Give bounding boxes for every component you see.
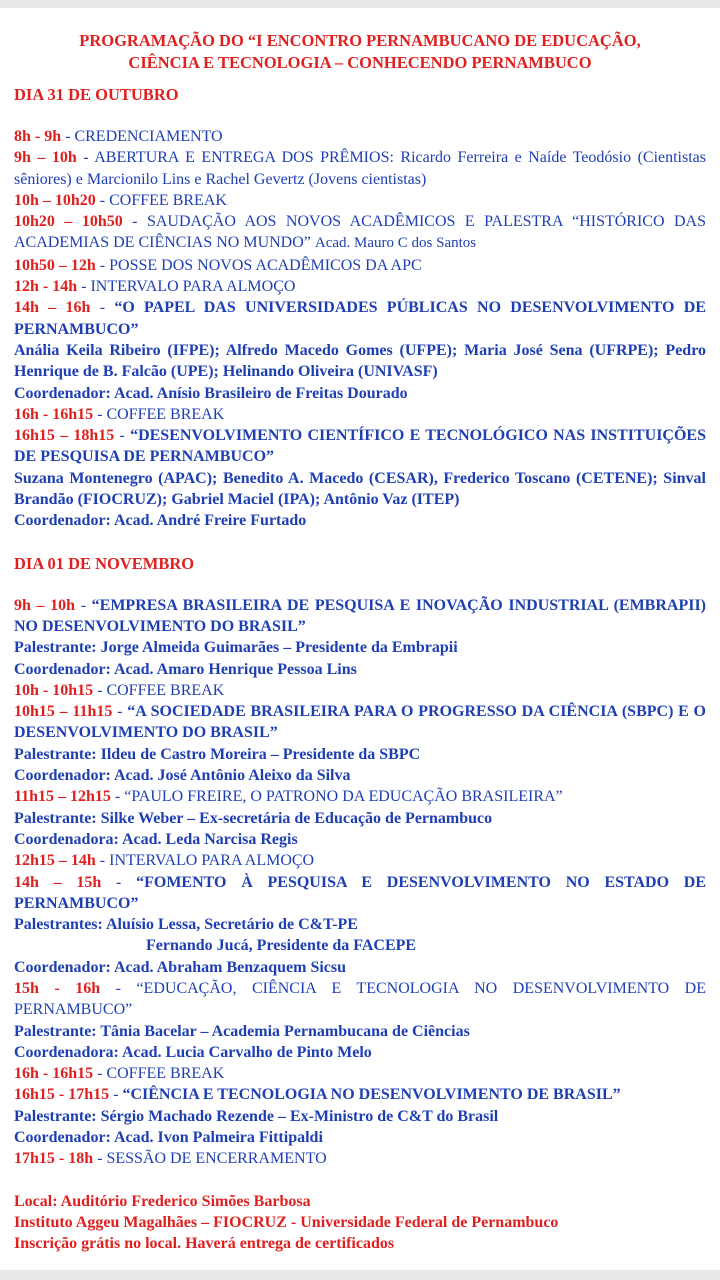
title-line-1: PROGRAMAÇÃO DO “I ENCONTRO PERNAMBUCANO DE EDUCAÇÃO, xyxy=(79,31,641,50)
activity: CREDENCIAMENTO xyxy=(74,128,223,145)
schedule-item: 16h - 16h15 - COFFEE BREAK xyxy=(14,405,225,423)
time: 12h - 14h xyxy=(14,278,78,296)
activity: “PAULO FREIRE, O PATRONO DA EDUCAÇÃO BRASILEIRA” xyxy=(124,788,563,806)
speaker: Palestrante: Silke Weber – Ex-secretária de Educação de Pernambuco xyxy=(14,809,493,827)
time: 16h - 16h15 xyxy=(14,405,94,423)
schedule-item: 10h – 10h20 - COFFEE BREAK xyxy=(14,191,227,209)
activity: INTERVALO PARA ALMOÇO xyxy=(90,278,296,296)
time: 10h – 10h20 xyxy=(14,191,96,209)
program-content xyxy=(14,30,706,1255)
activity: “O PAPEL DAS UNIVERSIDADES PÚBLICAS NO DESENVOLVIMENTO DE PERNAMBUCO” xyxy=(14,299,706,338)
schedule-item: 16h15 - 17h15 - “CIÊNCIA E TECNOLOGIA NO DESENVOLVIMENTO DE BRASIL” xyxy=(14,1086,621,1104)
schedule-item: 10h - 10h15 - COFFEE BREAK xyxy=(14,681,225,699)
page-title xyxy=(14,30,706,74)
coordinator: Coordenadora: Acad. Lucia Carvalho de Pinto Melo xyxy=(14,1043,372,1061)
schedule-item: 16h - 16h15 - COFFEE BREAK xyxy=(14,1065,225,1083)
time: 10h50 – 12h xyxy=(14,256,96,274)
time: 10h20 – 10h50 xyxy=(14,213,123,231)
event-footer xyxy=(14,1191,706,1255)
time: 16h - 16h15 xyxy=(14,1065,94,1083)
time: 12h15 – 14h xyxy=(14,852,96,870)
schedule-item: 12h15 – 14h - INTERVALO PARA ALMOÇO xyxy=(14,852,315,870)
speaker: Palestrantes: Aluísio Lessa, Secretário de C&T-PE xyxy=(14,916,358,934)
activity: COFFEE BREAK xyxy=(109,191,227,209)
coordinator: Coordenador: Acad. André Freire Furtado xyxy=(14,512,307,530)
coordinator: Coordenador: Acad. José Antônio Aleixo da Silva xyxy=(14,767,351,785)
activity: “CIÊNCIA E TECNOLOGIA NO DESENVOLVIMENTO DE BRASIL” xyxy=(122,1086,621,1104)
time: 15h - 16h xyxy=(14,979,101,997)
time: 14h – 16h xyxy=(14,299,91,317)
activity: SESSÃO DE ENCERRAMENTO xyxy=(106,1150,327,1168)
time: 14h – 15h xyxy=(14,873,102,891)
day-heading-2: DIA 01 DE NOVEMBRO xyxy=(14,553,195,573)
speaker: Fernando Jucá, Presidente da FACEPE xyxy=(146,937,417,955)
activity: “A SOCIEDADE BRASILEIRA PARA O PROGRESSO DA CIÊNCIA (SBPC) E O DESENVOLVIMENTO DO BRASIL” xyxy=(14,703,706,742)
time: 17h15 - 18h xyxy=(14,1150,94,1168)
speaker: Acad. Mauro C dos Santos xyxy=(314,235,477,252)
time: 10h - 10h15 xyxy=(14,681,94,699)
activity: “EMPRESA BRASILEIRA DE PESQUISA E INOVAÇÃO INDUSTRIAL (EMBRAPII) NO DESENVOLVIMENTO DO BRASIL” xyxy=(14,596,707,635)
day-heading-1: DIA 31 DE OUTUBRO xyxy=(14,85,179,104)
time: 10h15 – 11h15 xyxy=(14,703,113,721)
schedule-item: 10h20 – 10h50 - SAUDAÇÃO AOS NOVOS ACADÊMICOS E PALESTRA “HISTÓRICO DAS ACADEMIAS DE CIÊNCIAS NO MUNDO” Acad. Mauro C dos Santos xyxy=(14,213,707,252)
activity: COFFEE BREAK xyxy=(106,405,225,423)
program-sheet xyxy=(0,8,720,1270)
time: 8h - 9h xyxy=(14,128,62,145)
activity: “DESENVOLVIMENTO CIENTÍFICO E TECNOLÓGICO NAS INSTITUIÇÕES DE PESQUISA DE PERNAMBUCO” xyxy=(14,427,706,466)
schedule-item: 9h – 10h - ABERTURA E ENTREGA DOS PRÊMIOS: Ricardo Ferreira e Naíde Teodósio (Cientistas sêniores) e Marcionilo Lins e Rachel Gevertz (Jovens cientistas) xyxy=(14,149,707,188)
activity: INTERVALO PARA ALMOÇO xyxy=(109,852,315,870)
participants: Anália Keila Ribeiro (IFPE); Alfredo Macedo Gomes (UFPE); Maria José Sena (UFRPE); Pedro Henrique de B. Falcão (UPE); Helinando Oliveira (UNIVASF) xyxy=(14,341,706,381)
title-line-2: CIÊNCIA E TECNOLOGIA – CONHECENDO PERNAMBUCO xyxy=(128,53,592,72)
speaker: Palestrante: Ildeu de Castro Moreira – Presidente da SBPC xyxy=(14,745,421,763)
institutions: Instituto Aggeu Magalhães – FIOCRUZ - Universidade Federal de Pernambuco xyxy=(14,1213,559,1231)
schedule-item: 14h – 16h - “O PAPEL DAS UNIVERSIDADES PÚBLICAS NO DESENVOLVIMENTO DE PERNAMBUCO” xyxy=(14,299,706,338)
activity: COFFEE BREAK xyxy=(106,681,225,699)
schedule-item: 9h – 10h - “EMPRESA BRASILEIRA DE PESQUISA E INOVAÇÃO INDUSTRIAL (EMBRAPII) NO DESENVOLVIMENTO DO BRASIL” xyxy=(14,596,707,635)
schedule-item: 11h15 – 12h15 - “PAULO FREIRE, O PATRONO DA EDUCAÇÃO BRASILEIRA” xyxy=(14,788,563,806)
time: 9h – 10h xyxy=(14,149,77,167)
registration-note: Inscrição grátis no local. Haverá entrega de certificados xyxy=(14,1235,395,1253)
venue: Local: Auditório Frederico Simões Barbosa xyxy=(14,1192,311,1210)
schedule-item: 16h15 – 18h15 - “DESENVOLVIMENTO CIENTÍFICO E TECNOLÓGICO NAS INSTITUIÇÕES DE PESQUISA DE PERNAMBUCO” xyxy=(14,427,706,466)
activity: “FOMENTO À PESQUISA E DESENVOLVIMENTO NO ESTADO DE PERNAMBUCO” xyxy=(14,873,707,912)
schedule-item: 10h50 – 12h - POSSE DOS NOVOS ACADÊMICOS DA APC xyxy=(14,256,422,274)
participants: Suzana Montenegro (APAC); Benedito A. Macedo (CESAR), Frederico Toscano (CETENE); Sinval Brandão (FIOCRUZ); Gabriel Maciel (IPA); Antônio Vaz (ITEP) xyxy=(14,469,706,509)
activity: SAUDAÇÃO AOS NOVOS ACADÊMICOS E PALESTRA “HISTÓRICO DAS ACADEMIAS DE CIÊNCIAS NO MUNDO” xyxy=(14,213,707,252)
speaker: Palestrante: Jorge Almeida Guimarães – Presidente da Embrapii xyxy=(14,639,458,657)
time: 16h15 – 18h15 xyxy=(14,427,115,445)
time: 16h15 - 17h15 xyxy=(14,1086,110,1104)
time: 11h15 – 12h15 xyxy=(14,788,111,806)
schedule-item: 12h - 14h - INTERVALO PARA ALMOÇO xyxy=(14,278,296,296)
activity: ABERTURA E ENTREGA DOS PRÊMIOS: Ricardo Ferreira e Naíde Teodósio (Cientistas sêniores) e Marcionilo Lins e Rachel Gevertz (Jovens cientistas) xyxy=(14,149,707,188)
schedule-item: 8h - 9h - CREDENCIAMENTO xyxy=(14,128,223,145)
coordinator: Coordenador: Acad. Anísio Brasileiro de Freitas Dourado xyxy=(14,384,408,402)
schedule-item: 10h15 – 11h15 - “A SOCIEDADE BRASILEIRA PARA O PROGRESSO DA CIÊNCIA (SBPC) E O DESENVOLVIMENTO DO BRASIL” xyxy=(14,703,706,742)
activity: POSSE DOS NOVOS ACADÊMICOS DA APC xyxy=(109,256,422,274)
coordinator: Coordenadora: Acad. Leda Narcisa Regis xyxy=(14,830,298,848)
activity: “EDUCAÇÃO, CIÊNCIA E TECNOLOGIA NO DESENVOLVIMENTO DE PERNAMBUCO” xyxy=(14,979,707,1019)
speaker: Palestrante: Tânia Bacelar – Academia Pernambucana de Ciências xyxy=(14,1022,470,1040)
schedule-item: 17h15 - 18h - SESSÃO DE ENCERRAMENTO xyxy=(14,1150,327,1168)
activity: COFFEE BREAK xyxy=(106,1065,225,1083)
time: 9h – 10h xyxy=(14,596,76,614)
schedule-item: 15h - 16h - “EDUCAÇÃO, CIÊNCIA E TECNOLOGIA NO DESENVOLVIMENTO DE PERNAMBUCO” xyxy=(14,979,707,1019)
speaker: Palestrante: Sérgio Machado Rezende – Ex-Ministro de C&T do Brasil xyxy=(14,1107,499,1125)
schedule-item: 14h – 15h - “FOMENTO À PESQUISA E DESENVOLVIMENTO NO ESTADO DE PERNAMBUCO” xyxy=(14,873,707,912)
coordinator: Coordenador: Acad. Amaro Henrique Pessoa Lins xyxy=(14,660,357,678)
coordinator: Coordenador: Acad. Ivon Palmeira Fittipaldi xyxy=(14,1129,323,1147)
coordinator: Coordenador: Acad. Abraham Benzaquem Sicsu xyxy=(14,958,347,976)
